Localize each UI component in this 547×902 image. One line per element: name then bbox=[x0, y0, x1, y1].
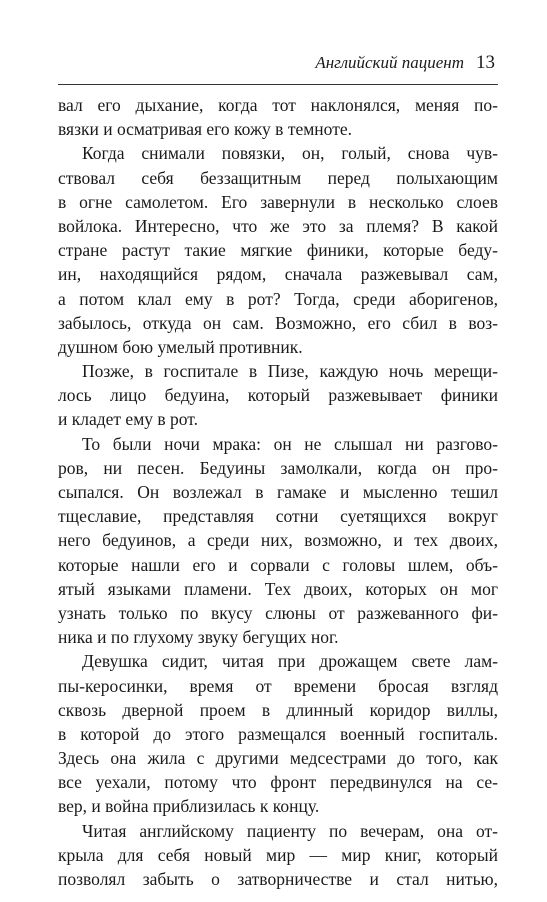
text-line: Позже, в госпитале в Пизе, каждую ночь мерещи- bbox=[82, 361, 498, 382]
text-line: лось лицо бедуина, который разжевывает финики bbox=[58, 385, 498, 406]
text-line: в которой до этого размещался военный госпиталь. bbox=[58, 723, 498, 744]
text-line: а потом клал ему в рот? Тогда, среди аборигенов, bbox=[58, 288, 498, 309]
text-line: душном бою умелый противник. bbox=[58, 336, 303, 357]
running-header bbox=[315, 52, 495, 78]
body-text bbox=[58, 93, 498, 891]
text-line: Здесь она жила с другими медсестрами до того, как bbox=[58, 748, 498, 769]
text-line: пы-керосинки, время от времени бросая взгляд bbox=[58, 675, 498, 696]
running-title: Английский пациент bbox=[315, 53, 464, 72]
text-line: позволял забыть о затворничестве и стал нитью, bbox=[58, 869, 498, 889]
header-rule bbox=[58, 84, 498, 85]
page-number: 13 bbox=[476, 52, 495, 73]
text-line: сквозь дверной проем в длинный коридор виллы, bbox=[58, 699, 498, 720]
text-line: войлока. Интересно, что же это за племя? В какой bbox=[58, 215, 498, 236]
text-line: ров, ни песен. Бедуины замолкали, когда он про- bbox=[58, 457, 498, 478]
text-line: него бедуинов, а среди них, возможно, и тех двоих, bbox=[58, 530, 498, 551]
text-line: вер, и война приблизилась к концу. bbox=[58, 796, 320, 817]
text-line: в огне самолетом. Его завернули в несколько слоев bbox=[58, 191, 498, 212]
text-line: ин, находящийся рядом, сначала разжевывал сам, bbox=[58, 264, 498, 285]
text-line: Когда снимали повязки, он, голый, снова чув- bbox=[82, 143, 498, 164]
text-line: ника и по глухому звуку бегущих ног. bbox=[58, 627, 339, 648]
text-line: сыпался. Он возлежал в гамаке и мысленно тешил bbox=[58, 482, 498, 502]
text-line: ятый языками пламени. Тех двоих, которых он мог bbox=[58, 578, 498, 599]
text-line: Читая английскому пациенту по вечерам, она от- bbox=[82, 820, 498, 841]
text-line: и кладет ему в рот. bbox=[58, 409, 199, 430]
text-line: вал его дыхание, когда тот наклонялся, меняя по- bbox=[58, 95, 498, 115]
text-line: крыла для себя новый мир — мир книг, который bbox=[58, 844, 498, 865]
text-line: все уехали, потому что фронт передвинулся на се- bbox=[58, 772, 498, 793]
text-line: вязки и осматривая его кожу в темноте. bbox=[58, 119, 352, 140]
text-line: стране растут такие мягкие финики, которые беду- bbox=[58, 240, 498, 261]
text-line: которые нашли его и сорвали с головы шлем, объ- bbox=[58, 554, 498, 575]
text-line: узнать только по вкусу слюны от разжеванного фи- bbox=[58, 602, 498, 623]
text-line: Девушка сидит, читая при дрожащем свете лам- bbox=[82, 651, 498, 672]
text-line: ствовал себя беззащитным перед полыхающим bbox=[58, 167, 498, 188]
text-line: тщеславие, представляя сотни суетящихся вокруг bbox=[58, 506, 498, 527]
text-line: забылось, откуда он сам. Возможно, его сбил в воз- bbox=[58, 312, 498, 333]
text-line: То были ночи мрака: он не слышал ни разгово- bbox=[82, 433, 498, 454]
